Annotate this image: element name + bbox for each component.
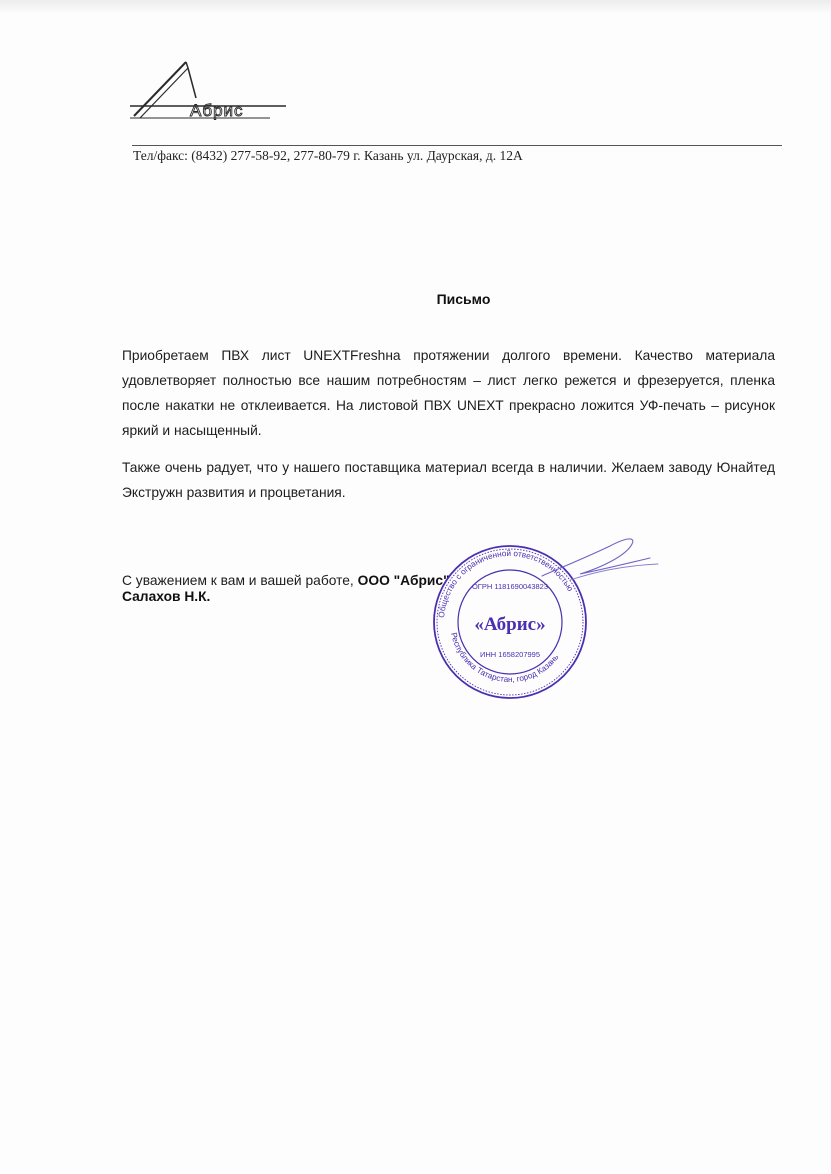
signer-name: Салахов Н.К.: [122, 589, 211, 604]
stamp-center-text: «Абрис»: [474, 614, 546, 635]
letter-paragraph-1: Приобретаем ПВХ лист UNEXTFreshна протяжении долгого времени. Качество материала удовлетворяет полностью все нашим потребностям – лист легко режется и фрезеруется, пленка после накатки не отклеивается. На листовой ПВХ UNEXT прекрасно ложится УФ-печать – рисунок яркий и насыщенный.: [122, 348, 775, 438]
closing-text: С уважением к вам и вашей работе,: [122, 573, 354, 588]
stamp-inn: ИНН 1658207995: [479, 650, 541, 659]
stamp-ogrn: ОГРН 1181690043823: [471, 582, 549, 591]
closing-company: ООО "Абрис": [357, 573, 450, 588]
letter-paragraph-2: Также очень радует, что у нашего поставщика материал всегда в наличии. Желаем заводу Юнайтед Экстружн развития и процветания.: [122, 460, 775, 500]
header-divider: [132, 145, 782, 146]
closing-line: [122, 572, 450, 589]
stamp-outer-text: Общество с ограниченной ответственностью: [437, 548, 575, 619]
company-logo: [130, 58, 290, 128]
handwritten-signature: [540, 528, 660, 598]
stamp-location: Республика Татарстан, город Казань: [449, 631, 561, 685]
header-contacts: Тел/факс: (8432) 277-58-92, 277-80-79 г. Казань ул. Даурская, д. 12А: [133, 148, 523, 163]
scan-top-shade: [0, 0, 831, 14]
logo-text: Абрис: [190, 101, 244, 120]
letter-title: Письмо: [436, 291, 491, 307]
